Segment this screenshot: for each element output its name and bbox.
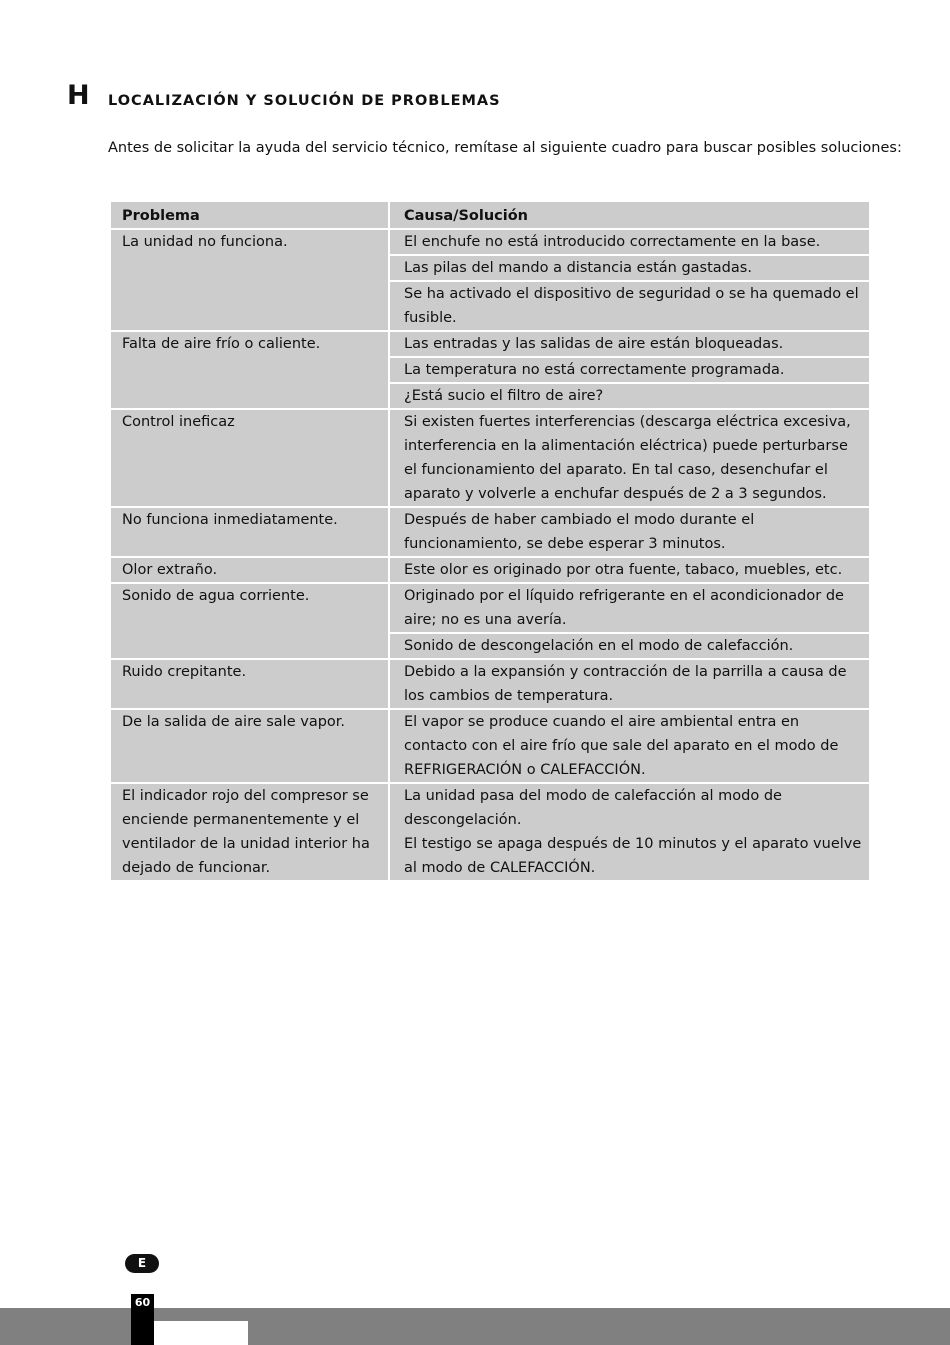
cause-cell: La unidad pasa del modo de calefacción al modo de descongelación. El testigo se apaga después de 10 minutos y el aparato vuelve al modo de CALEFACCIÓN. [389, 783, 870, 881]
table-header-row [110, 201, 870, 229]
cause-cell: Originado por el líquido refrigerante en el acondicionador de aire; no es una avería. [389, 583, 870, 633]
cause-cell: El vapor se produce cuando el aire ambiental entra en contacto con el aire frío que sale del aparato en el modo de REFRIGERACIÓN o CALEFACCIÓN. [389, 709, 870, 783]
language-badge: E [125, 1254, 159, 1273]
table-row [110, 659, 870, 709]
table-row [110, 583, 870, 633]
table-row [110, 507, 870, 557]
table-row [110, 557, 870, 583]
cause-cell: Después de haber cambiado el modo durante el funcionamiento, se debe esperar 3 minutos. [389, 507, 870, 557]
intro-text: Antes de solicitar la ayuda del servicio técnico, remítase al siguiente cuadro para buscar posibles soluciones: [108, 140, 902, 156]
cause-cell: Sonido de descongelación en el modo de calefacción. [389, 633, 870, 659]
section-title: LOCALIZACIÓN Y SOLUCIÓN DE PROBLEMAS [108, 93, 501, 109]
table-row [110, 229, 870, 255]
problem-cell: No funciona inmediatamente. [110, 507, 389, 557]
page-number: 60 [134, 1296, 151, 1309]
cause-cell: La temperatura no está correctamente programada. [389, 357, 870, 383]
problem-cell: Sonido de agua corriente. [110, 583, 389, 659]
cause-cell: Si existen fuertes interferencias (descarga eléctrica excesiva, interferencia en la alimentación eléctrica) puede perturbarse el funcionamiento del aparato. En tal caso, desenchufar el aparato y volverle a enchufar después de 2 a 3 segundos. [389, 409, 870, 507]
table-row [110, 331, 870, 357]
problem-cell: Olor extraño. [110, 557, 389, 583]
troubleshooting-table [109, 200, 871, 882]
cause-cell: Las entradas y las salidas de aire están bloqueadas. [389, 331, 870, 357]
problem-cell: Ruido crepitante. [110, 659, 389, 709]
header-cause: Causa/Solución [389, 201, 870, 229]
problem-cell: El indicador rojo del compresor se enciende permanentemente y el ventilador de la unidad interior ha dejado de funcionar. [110, 783, 389, 881]
section-letter: H [67, 80, 90, 111]
footer-blank-box [154, 1321, 248, 1345]
cause-cell: ¿Está sucio el filtro de aire? [389, 383, 870, 409]
cause-cell: El enchufe no está introducido correctamente en la base. [389, 229, 870, 255]
header-problem: Problema [110, 201, 389, 229]
cause-cell: Este olor es originado por otra fuente, tabaco, muebles, etc. [389, 557, 870, 583]
table-row [110, 783, 870, 881]
cause-cell: Las pilas del mando a distancia están gastadas. [389, 255, 870, 281]
cause-cell: Debido a la expansión y contracción de la parrilla a causa de los cambios de temperatura. [389, 659, 870, 709]
problem-cell: Falta de aire frío o caliente. [110, 331, 389, 409]
problem-cell: La unidad no funciona. [110, 229, 389, 331]
table-row [110, 409, 870, 507]
problem-cell: Control ineficaz [110, 409, 389, 507]
problem-cell: De la salida de aire sale vapor. [110, 709, 389, 783]
cause-cell: Se ha activado el dispositivo de seguridad o se ha quemado el fusible. [389, 281, 870, 331]
table-row [110, 709, 870, 783]
